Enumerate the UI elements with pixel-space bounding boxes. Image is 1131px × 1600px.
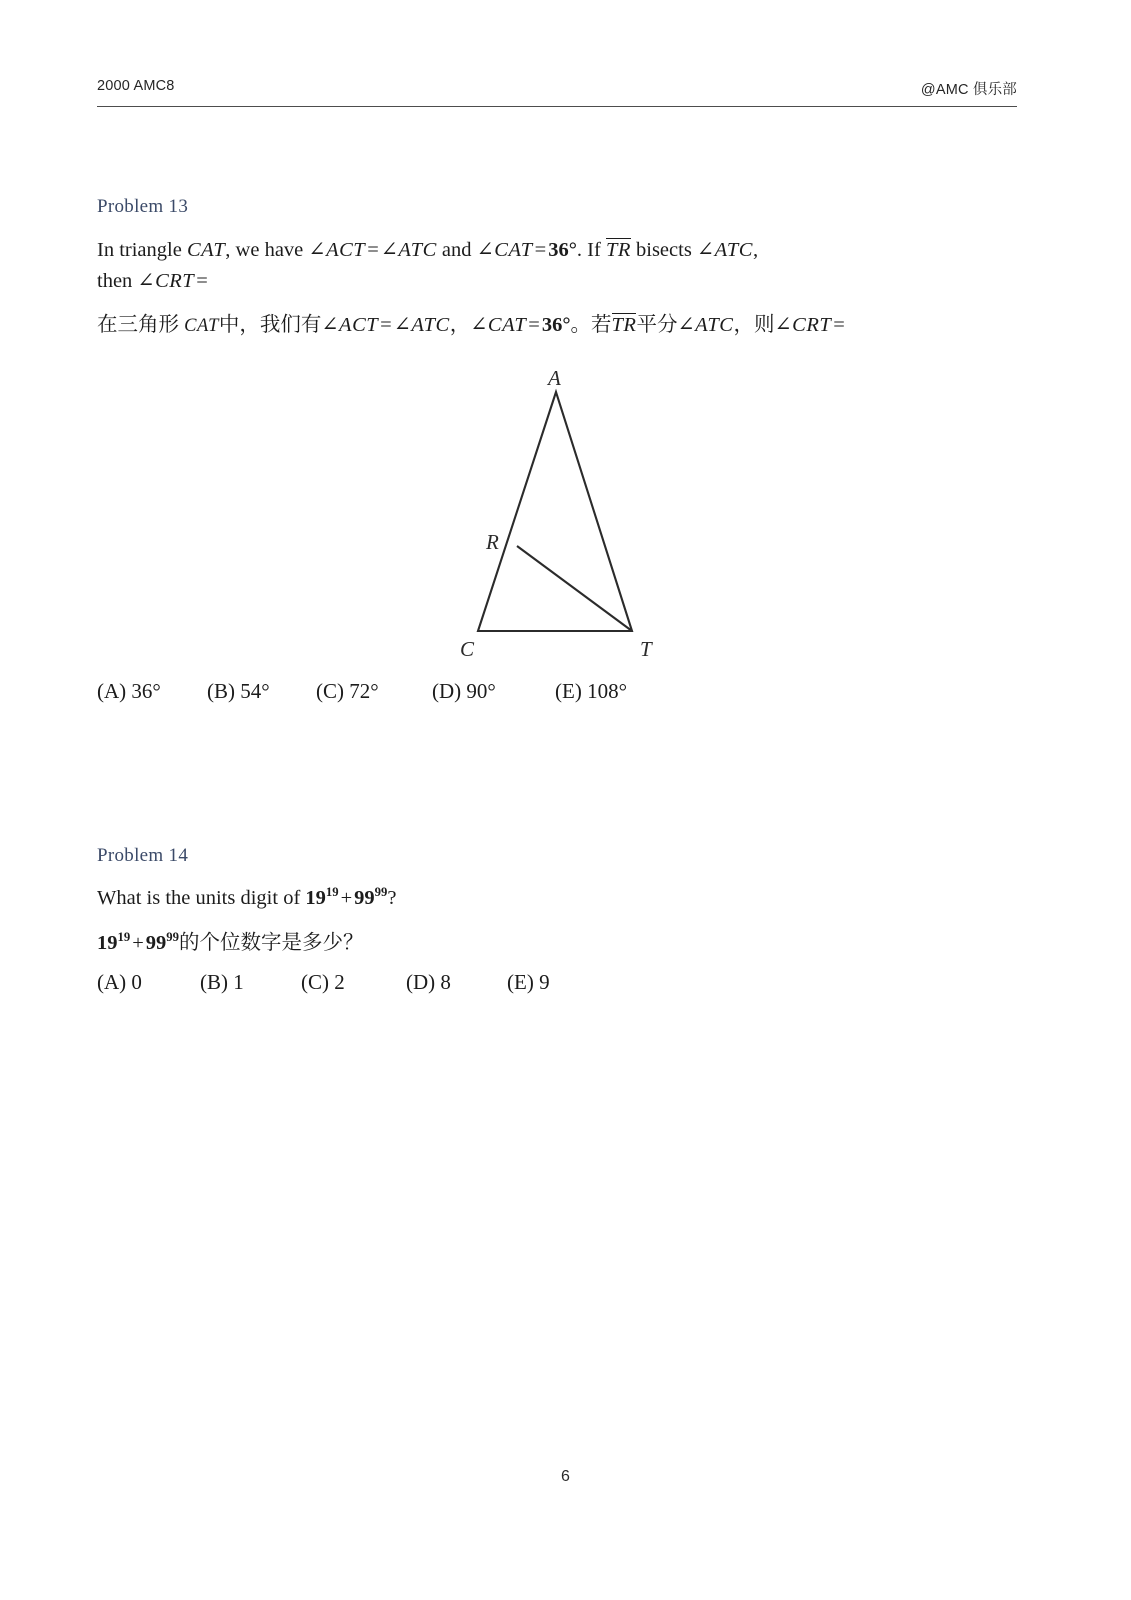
choice-b[interactable] [207, 679, 316, 704]
angle-act: ∠ACT [308, 239, 366, 261]
choice-c[interactable] [316, 679, 432, 704]
choice-b-tag: (B) [207, 679, 235, 703]
cn-power-19-exponent: 19 [117, 930, 131, 945]
figure-label-r: R [486, 530, 499, 554]
problem-14-statement-en [97, 883, 396, 914]
plus-sign: + [340, 887, 353, 909]
choice-a-tag: (A) [97, 679, 127, 703]
cn-equals-1: = [380, 314, 392, 336]
problem-14-choices [97, 970, 550, 995]
choice-e[interactable] [507, 970, 550, 995]
power-99-base: 99 [354, 887, 375, 909]
power-19-exponent: 19 [325, 885, 339, 900]
choice-a-value: 36° [131, 679, 161, 703]
stmt-comma: , [752, 239, 759, 261]
figure-label-a: A [548, 366, 561, 390]
cn-text-1: 在三角形 [97, 314, 185, 336]
cn-triangle-cat: CAT [184, 316, 219, 336]
cn-power-99-exponent: 99 [166, 930, 179, 945]
choice-b[interactable] [200, 970, 301, 995]
stmt-text-then: then [97, 270, 138, 292]
choice-c[interactable] [301, 970, 406, 995]
choice-d-tag: (D) [432, 679, 462, 703]
stmt-text-units-digit: What is the units digit of [97, 887, 306, 909]
choice-a[interactable] [97, 970, 200, 995]
choice-b-tag: (B) [200, 970, 228, 994]
problem-14-title: Problem 14 [97, 845, 189, 866]
choice-b-value: 1 [233, 970, 244, 994]
page-number: 6 [561, 1468, 570, 1485]
triangle-cat-outline [478, 392, 632, 631]
problem-13-title: Problem 13 [97, 196, 189, 217]
stmt-text-if: . If [576, 239, 606, 261]
cn-segment-tr: TR [611, 314, 637, 336]
header-divider [97, 106, 1017, 107]
choice-e[interactable] [555, 679, 627, 704]
header-club-credit: @AMC 俱乐部 [920, 82, 1017, 98]
choice-e-value: 9 [539, 970, 550, 994]
problem-13-statement-en-line2 [97, 266, 210, 297]
choice-c-value: 2 [334, 970, 345, 994]
cn-angle-value-36: 36° [541, 314, 571, 336]
page-header [97, 78, 1017, 104]
stmt-text-and: and [436, 239, 477, 261]
triangle-diagram-svg [430, 360, 700, 670]
problem-13-choices [97, 679, 627, 704]
choice-d-value: 8 [440, 970, 451, 994]
stmt-text-in-triangle: In triangle [97, 239, 187, 261]
choice-a-value: 0 [131, 970, 142, 994]
choice-e-tag: (E) [507, 970, 534, 994]
segment-tr: TR [605, 239, 631, 261]
choice-e-tag: (E) [555, 679, 582, 703]
cn-angle-act: ∠ACT [321, 314, 379, 336]
stmt-text-we-have: , we have [225, 239, 309, 261]
power-19-base: 19 [305, 887, 326, 909]
segment-rt-line [517, 546, 632, 631]
header-exam-title: 2000 AMC8 [97, 78, 175, 94]
choice-c-tag: (C) [301, 970, 329, 994]
angle-atc: ∠ATC [380, 239, 437, 261]
cn-text-5: 平分 [636, 314, 678, 336]
choice-d-value: 90° [466, 679, 496, 703]
problem-13-statement-en-line1 [97, 235, 758, 266]
problem-13-statement-cn [97, 310, 847, 342]
choice-c-tag: (C) [316, 679, 344, 703]
cn-text-6: ，则 [733, 314, 775, 336]
cn-units-digit-text: 的个位数字是多少？ [178, 932, 364, 954]
cn-angle-atc-2: ∠ATC [677, 314, 734, 336]
choice-a[interactable] [97, 679, 207, 704]
angle-value-36: 36° [548, 239, 577, 261]
equals-sign-1: = [367, 239, 379, 261]
equals-sign-3: = [196, 270, 208, 292]
cn-text-3: ， [449, 314, 471, 336]
cn-equals-3: = [833, 314, 845, 336]
choice-b-value: 54° [240, 679, 270, 703]
cn-angle-crt: ∠CRT [774, 314, 832, 336]
stmt-text-bisects: bisects [630, 239, 697, 261]
equals-sign-2: = [534, 239, 547, 261]
choice-d[interactable] [432, 679, 555, 704]
cn-equals-2: = [528, 314, 540, 336]
cn-text-2: 中，我们有 [218, 314, 322, 336]
cn-power-99-base: 99 [145, 932, 167, 954]
choice-d[interactable] [406, 970, 507, 995]
cn-angle-atc: ∠ATC [393, 314, 450, 336]
cn-angle-cat: ∠CAT [470, 314, 527, 336]
choice-d-tag: (D) [406, 970, 436, 994]
angle-atc-2: ∠ATC [696, 239, 753, 261]
choice-e-value: 108° [587, 679, 627, 703]
angle-cat: ∠CAT [476, 239, 533, 261]
figure-label-c: C [460, 637, 475, 661]
cn-text-4: 。若 [570, 314, 612, 336]
cn-power-19-base: 19 [97, 932, 118, 954]
figure-label-t: T [640, 637, 652, 661]
question-mark: ? [387, 887, 397, 909]
power-99-exponent: 99 [374, 885, 388, 900]
angle-crt: ∠CRT [137, 270, 195, 292]
triangle-cat-label: CAT [186, 239, 226, 261]
choice-c-value: 72° [349, 679, 379, 703]
problem-13-figure [430, 360, 700, 670]
problem-14-statement-cn [97, 928, 363, 959]
cn-plus-sign: + [132, 932, 144, 954]
choice-a-tag: (A) [97, 970, 127, 994]
